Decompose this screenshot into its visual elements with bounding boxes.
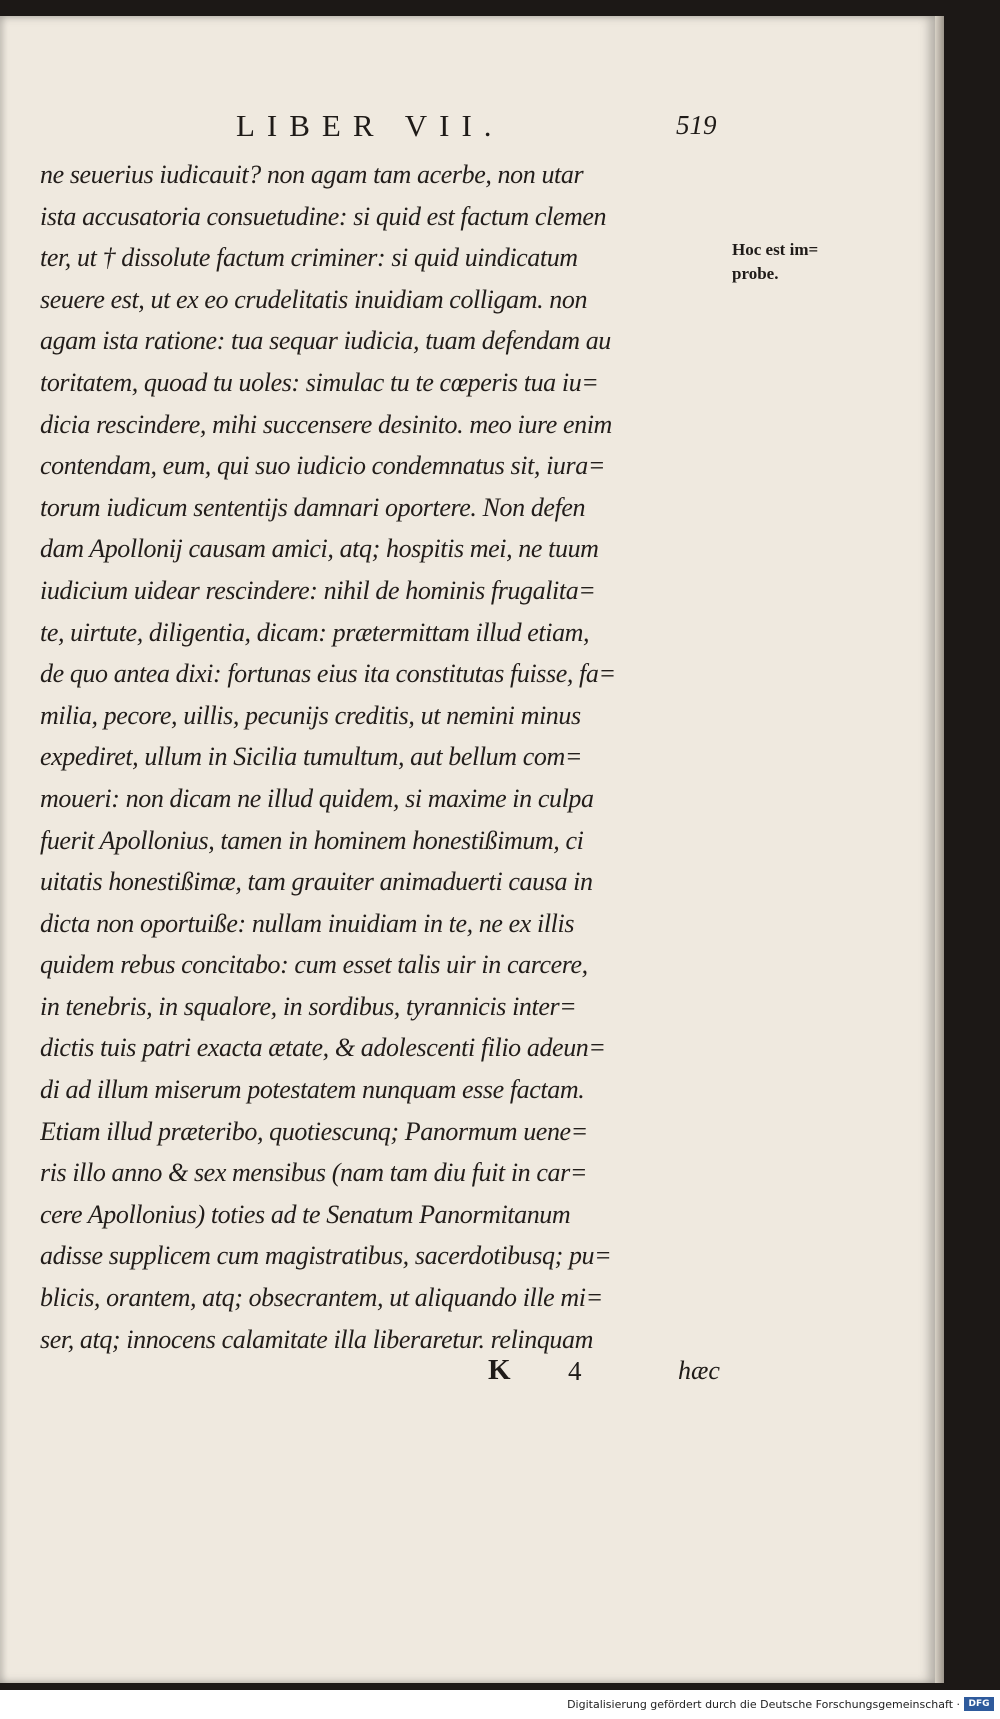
text-line: milia, pecore, uillis, pecunijs creditis, ut nemini minus — [40, 700, 581, 730]
catchword: hæc — [678, 1356, 720, 1385]
text-line: quidem rebus concitabo: cum esset talis uir in carcere, — [40, 950, 588, 980]
signature-number: 4 — [568, 1356, 582, 1386]
text-line: contendam, eum, qui suo iudicio condemnatus sit, iura= — [40, 451, 605, 481]
book-page — [0, 16, 935, 1683]
signature-mark: K — [488, 1354, 511, 1386]
body-text — [40, 154, 730, 1360]
text-line: Etiam illud præteribo, quotiescunq; Panormum uene= — [40, 1116, 588, 1146]
text-line: di ad illum miserum potestatem nunquam esse factam. — [40, 1075, 585, 1105]
running-head — [0, 108, 935, 148]
text-line: adisse supplicem cum magistratibus, sacerdotibusq; pu= — [40, 1241, 612, 1271]
text-line: de quo antea dixi: fortunas eius ita constitutas fuisse, fa= — [40, 659, 616, 689]
text-line: in tenebris, in squalore, in sordibus, tyrannicis inter= — [40, 991, 577, 1021]
text-line: dicia rescindere, mihi succensere desinito. meo iure enim — [40, 409, 612, 439]
text-line: uitatis honestißimæ, tam grauiter animaduerti causa in — [40, 867, 593, 897]
text-line: dam Apollonij causam amici, atq; hospitis mei, ne tuum — [40, 534, 599, 564]
page-edge — [935, 16, 944, 1683]
margin-note-line: probe. — [732, 264, 779, 283]
text-line: torum iudicum sententijs damnari oportere. Non defen — [40, 492, 586, 522]
text-line: ne seuerius iudicauit? non agam tam acerbe, non utar — [40, 160, 584, 189]
text-line: ista accusatoria consuetudine: si quid est factum clemen — [40, 201, 607, 231]
text-line: blicis, orantem, atq; obsecrantem, ut aliquando ille mi= — [40, 1283, 603, 1313]
page-number: 519 — [676, 110, 717, 140]
text-line: dictis tuis patri exacta ætate, & adolescenti filio adeun= — [40, 1033, 606, 1063]
text-line: ser, atq; innocens calamitate illa liberaretur. relinquam — [40, 1324, 593, 1354]
digitization-credit-bar — [0, 1690, 1000, 1719]
text-line: te, uirtute, diligentia, dicam: prætermittam illud etiam, — [40, 617, 590, 647]
text-line: expediret, ullum in Sicilia tumultum, aut bellum com= — [40, 742, 583, 772]
text-line: ter, ut † dissolute factum criminer: si quid uindicatum — [40, 243, 578, 273]
text-line: dicta non oportuiße: nullam inuidiam in te, ne ex illis — [40, 908, 575, 938]
text-line: iudicium uidear rescindere: nihil de hominis frugalita= — [40, 575, 596, 605]
text-line: ris illo anno & sex mensibus (nam tam diu fuit in car= — [40, 1158, 587, 1188]
margin-note-line: Hoc est im= — [732, 240, 819, 259]
running-title: LIBER VII. — [236, 108, 504, 143]
text-line: fuerit Apollonius, tamen in hominem honestißimum, ci — [40, 825, 584, 855]
text-line: moueri: non dicam ne illud quidem, si maxime in culpa — [40, 783, 594, 813]
dfg-logo-icon: DFG — [964, 1697, 994, 1711]
margin-note — [732, 238, 842, 286]
text-line: cere Apollonius) toties ad te Senatum Panormitanum — [40, 1199, 571, 1229]
text-line: seuere est, ut ex eo crudelitatis inuidiam colligam. non — [40, 284, 588, 314]
text-line: toritatem, quoad tu uoles: simulac tu te cœperis tua iu= — [40, 367, 599, 397]
credit-text: Digitalisierung gefördert durch die Deutsche Forschungsgemeinschaft · — [567, 1698, 960, 1711]
text-line: agam ista ratione: tua sequar iudicia, tuam defendam au — [40, 326, 611, 356]
